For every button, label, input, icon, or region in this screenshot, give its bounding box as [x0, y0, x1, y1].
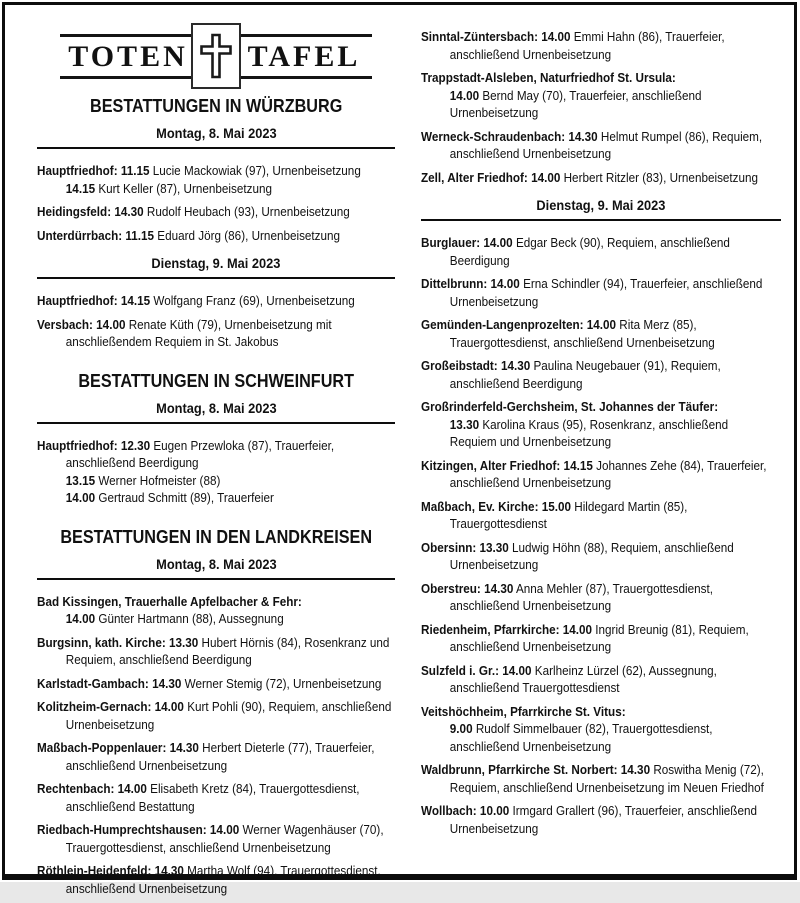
entry-line — [37, 180, 359, 198]
date-header — [421, 198, 781, 221]
entry-text-bold: Wollbach: 10.00 — [421, 803, 510, 818]
entry-text: anschließend Urnenbeisetzung — [65, 757, 228, 773]
entry-line — [37, 634, 390, 652]
entry-line — [37, 698, 392, 716]
entry-line — [421, 357, 745, 375]
entry-text: Werner Stemig (72), Urnenbeisetzung — [181, 675, 382, 691]
entry-line — [37, 880, 359, 898]
entry-text-bold: 9.00 — [449, 721, 473, 736]
entry-line — [37, 716, 359, 734]
section-title-text: BESTATTUNGEN IN DEN LANDKREISEN — [60, 526, 372, 547]
entry-line — [421, 169, 759, 187]
entry-text-bold: 14.00 — [449, 87, 480, 103]
section-title — [37, 96, 395, 117]
entry — [421, 234, 781, 269]
entry — [37, 780, 395, 815]
entry — [37, 292, 395, 310]
entry-text-bold: Riedenheim, Pfarrkirche: 14.00 — [421, 621, 593, 637]
entry-text: Urnenbeisetzung — [449, 820, 539, 836]
entry-text: Requiem und Urnenbeisetzung — [449, 434, 612, 449]
entry — [37, 437, 395, 507]
date-header — [37, 256, 395, 279]
entry-text: Requiem, anschließend Beerdigung — [65, 652, 252, 667]
date-header — [37, 401, 395, 424]
entry — [421, 357, 781, 392]
entry — [37, 593, 395, 628]
entry-line — [421, 234, 745, 252]
entry — [421, 316, 781, 351]
entry-text-bold: Unterdürrbach: 11.15 — [37, 227, 155, 243]
entry-text-bold: Großrinderfeld-Gerchsheim, St. Johannes der Täufer: — [421, 399, 719, 414]
entry-line — [421, 580, 745, 598]
entry — [421, 69, 781, 122]
entry — [421, 802, 781, 837]
entry-line — [421, 474, 745, 492]
entry-line — [37, 739, 375, 757]
entry-text: Beerdigung — [449, 252, 510, 268]
entry-text: Erna Schindler (94), Trauerfeier, anschließend — [519, 276, 763, 291]
entry-line — [421, 316, 745, 334]
entry — [421, 703, 781, 756]
entry — [37, 862, 395, 897]
entry-text: anschließend Trauergottesdienst — [449, 680, 620, 695]
entry-line — [421, 28, 745, 46]
entry — [421, 761, 781, 796]
entry-text: anschließend Urnenbeisetzung — [449, 46, 612, 62]
entry-text: anschließend Urnenbeisetzung — [65, 880, 228, 896]
entry — [37, 634, 395, 669]
left-blocks — [37, 96, 395, 897]
entry-text-bold: Hauptfriedhof: 14.15 — [37, 293, 151, 308]
entry-text: Urnenbeisetzung — [65, 716, 155, 732]
entry-line — [421, 556, 745, 574]
entry-text: Trauergottesdienst, anschließend Urnenbeisetzung — [65, 839, 331, 855]
entry-line — [37, 454, 359, 472]
entry-text: anschließend Urnenbeisetzung — [449, 639, 612, 654]
entry-text: Irmgard Grallert (96), Trauerfeier, anschließend — [509, 803, 757, 818]
entry-text-bold: Hauptfriedhof: 12.30 — [37, 437, 151, 453]
entry-line — [37, 162, 359, 180]
entry-line — [421, 87, 745, 105]
entry-text: Werner Wagenhäuser (70), — [239, 822, 384, 837]
entry-text: anschließend Urnenbeisetzung — [449, 598, 612, 613]
entry — [421, 128, 781, 163]
entry-text: Helmut Rumpel (86), Requiem, — [597, 128, 763, 144]
entry-line — [37, 651, 359, 669]
entry-text-bold: Rechtenbach: 14.00 — [37, 781, 147, 796]
entry-text: Wolfgang Franz (69), Urnenbeisetzung — [150, 293, 355, 308]
entry-line — [37, 798, 359, 816]
entry-line — [421, 638, 745, 656]
column-right — [421, 0, 781, 843]
entry-line — [37, 227, 359, 245]
entry-text: Karlheinz Lürzel (62), Aussegnung, — [531, 662, 717, 678]
entry-line — [421, 104, 745, 122]
entry-text: Anna Mehler (87), Trauergottesdienst, — [513, 580, 714, 596]
logo — [60, 26, 372, 88]
entry — [421, 580, 781, 615]
entry-text-bold: Kolitzheim-Gernach: 14.00 — [37, 699, 184, 714]
entry-line — [421, 720, 745, 738]
entry-line — [421, 515, 745, 533]
date-header — [37, 126, 395, 149]
entry-text: anschließend Bestattung — [65, 798, 195, 814]
date-header-text: Dienstag, 9. Mai 2023 — [536, 198, 666, 213]
entry-text: anschließend Beerdigung — [65, 455, 199, 470]
entry-text: Edgar Beck (90), Requiem, anschließend — [512, 235, 730, 250]
entry-text: Kurt Keller (87), Urnenbeisetzung — [95, 180, 272, 196]
date-header-text: Montag, 8. Mai 2023 — [155, 400, 277, 416]
entry — [37, 316, 395, 351]
entry-text-bold: Sulzfeld i. Gr.: 14.00 — [421, 662, 532, 678]
entry-text: anschließend Urnenbeisetzung — [449, 738, 612, 754]
entry-text-bold: Burglauer: 14.00 — [421, 235, 513, 250]
entry-text: Gertraud Schmitt (89), Trauerfeier — [95, 490, 274, 505]
entry — [37, 675, 395, 693]
entry-text: Johannes Zehe (84), Trauerfeier, — [592, 457, 767, 473]
entry-line — [421, 69, 745, 87]
entry-line — [421, 334, 745, 352]
entry-text: Emmi Hahn (86), Trauerfeier, — [570, 29, 725, 44]
entry — [421, 621, 781, 656]
entry-text: Martha Wolf (94), Trauergottesdienst, — [183, 863, 381, 878]
entry-line — [421, 597, 745, 615]
entry-text: Urnenbeisetzung — [449, 293, 539, 309]
entry-line — [421, 375, 745, 393]
section-title — [37, 527, 395, 548]
entry-line — [421, 779, 764, 797]
entry-line — [421, 738, 745, 756]
cross-box — [191, 23, 241, 89]
entry-text: Werner Hofmeister (88) — [95, 472, 221, 488]
entry-text: Trauergottesdienst, anschließend Urnenbeisetzung — [449, 334, 715, 350]
latin-cross-icon — [198, 32, 234, 80]
entry-line — [37, 472, 359, 490]
entry — [37, 227, 395, 245]
entry — [37, 203, 395, 221]
column-left — [37, 0, 395, 903]
entry-text-bold: Obersinn: 13.30 — [421, 539, 509, 555]
entry-text-bold: Karlstadt-Gambach: 14.30 — [37, 675, 182, 691]
entry-text: anschließendem Requiem in St. Jakobus — [65, 334, 279, 349]
entry-text: Hubert Hörnis (84), Rosenkranz und — [198, 634, 390, 650]
entry-text: Ludwig Höhn (88), Requiem, anschließend — [508, 539, 734, 555]
entry-text: Requiem, anschließend Urnenbeisetzung im Neuen Friedhof — [449, 779, 764, 795]
date-header-text: Dienstag, 9. Mai 2023 — [151, 256, 281, 271]
entry-line — [421, 416, 745, 434]
entry-line — [37, 593, 359, 611]
entry — [421, 275, 781, 310]
entry-text: Eugen Przewloka (87), Trauerfeier, — [150, 437, 335, 453]
entry-text-bold: Sinntal-Züntersbach: 14.00 — [421, 29, 571, 44]
date-header-text: Montag, 8. Mai 2023 — [155, 126, 277, 141]
entry-line — [37, 489, 359, 507]
date-header — [37, 557, 395, 580]
entry-text: Trauergottesdienst — [449, 516, 547, 531]
entry-text: Ingrid Breunig (81), Requiem, — [592, 621, 749, 637]
entry — [37, 821, 395, 856]
entry-text: Renate Küth (79), Urnenbeisetzung mit — [125, 316, 332, 332]
entry — [421, 457, 781, 492]
entry-line — [421, 820, 745, 838]
logo-word-left: TOTEN — [68, 39, 188, 73]
entry-text-bold: Trappstadt-Alsleben, Naturfriedhof St. Ursula: — [421, 70, 676, 85]
entry-text: Bernd May (70), Trauerfeier, anschließend — [479, 87, 702, 103]
entry-text: Herbert Ritzler (83), Urnenbeisetzung — [560, 169, 759, 185]
entry — [37, 739, 395, 774]
entry-line — [421, 498, 745, 516]
entry-text-bold: Maßbach, Ev. Kirche: 15.00 — [421, 498, 572, 514]
entry-line — [421, 128, 763, 146]
date-header-text: Montag, 8. Mai 2023 — [155, 556, 277, 572]
entry-text: Eduard Jörg (86), Urnenbeisetzung — [154, 227, 341, 243]
entry-text-bold: Gemünden-Langenprozelten: 14.00 — [421, 317, 617, 332]
entry-text-bold: Hauptfriedhof: 11.15 — [37, 163, 150, 178]
entry-line — [421, 457, 767, 475]
entry-text-bold: Werneck-Schraudenbach: 14.30 — [421, 128, 598, 144]
entry-text: Kurt Pohli (90), Requiem, anschließend — [183, 699, 392, 714]
entry-text: Rudolf Simmelbauer (82), Trauergottesdienst, — [472, 721, 713, 736]
entry-line — [37, 821, 384, 839]
entry — [37, 162, 395, 197]
entry-line — [421, 802, 757, 820]
entry-text: Lucie Mackowiak (97), Urnenbeisetzung — [149, 163, 361, 178]
entry-text: Urnenbeisetzung — [449, 105, 539, 120]
entry-line — [421, 621, 749, 639]
entry-text-bold: Dittelbrunn: 14.00 — [421, 276, 520, 291]
entry-text: Urnenbeisetzung — [449, 557, 539, 572]
entry-text-bold: Oberstreu: 14.30 — [421, 580, 514, 596]
entry-text-bold: 14.15 — [65, 180, 96, 196]
entry-text-bold: Burgsinn, kath. Kirche: 13.30 — [37, 634, 199, 650]
entry — [37, 698, 395, 733]
entry-line — [421, 252, 745, 270]
entry-line — [421, 293, 745, 311]
section-title-text: BESTATTUNGEN IN WÜRZBURG — [89, 96, 343, 116]
entry-text-bold: 14.00 — [65, 611, 96, 626]
entry-text: Herbert Dieterle (77), Trauerfeier, — [198, 740, 375, 755]
entry-line — [421, 275, 763, 293]
entry — [421, 28, 781, 63]
entry-line — [37, 780, 359, 798]
entry — [421, 539, 781, 574]
entry-text-bold: Zell, Alter Friedhof: 14.00 — [421, 169, 561, 185]
entry-line — [421, 398, 745, 416]
entry-text-bold: Röthlein-Heidenfeld: 14.30 — [37, 863, 184, 878]
entry-line — [37, 757, 359, 775]
entry-text-bold: 13.15 — [65, 472, 96, 488]
entry-text-bold: Riedbach-Humprechtshausen: 14.00 — [37, 822, 240, 837]
entry-text: Rudolf Heubach (93), Urnenbeisetzung — [143, 204, 350, 219]
entry-line — [37, 333, 359, 351]
entry — [421, 498, 781, 533]
entry-text: Karolina Kraus (95), Rosenkranz, anschließend — [479, 416, 729, 432]
entry-line — [421, 679, 745, 697]
entry-line — [421, 46, 745, 64]
section-title — [37, 371, 395, 392]
entry-line — [421, 761, 764, 779]
entry-line — [37, 292, 359, 310]
entry-text: Paulina Neugebauer (91), Requiem, — [530, 358, 721, 373]
entry-text: Hildegard Martin (85), — [571, 498, 688, 514]
entry-text: Rita Merz (85), — [616, 317, 697, 332]
entry-line — [37, 675, 382, 693]
entry-text: Günter Hartmann (88), Aussegnung — [95, 611, 284, 626]
entry — [421, 662, 781, 697]
entry-line — [421, 539, 745, 557]
entry-line — [421, 145, 745, 163]
entry-line — [37, 203, 359, 221]
entry-text-bold: Veitshöchheim, Pfarrkirche St. Vitus: — [421, 703, 626, 719]
entry-line — [37, 610, 359, 628]
entry-line — [37, 862, 381, 880]
entry-text-bold: 13.30 — [449, 416, 480, 432]
entry-text-bold: Kitzingen, Alter Friedhof: 14.15 — [421, 457, 593, 473]
entry-line — [421, 662, 745, 680]
entry — [421, 169, 781, 187]
entry-text-bold: 14.00 — [65, 490, 96, 505]
entry-text: anschließend Urnenbeisetzung — [449, 146, 612, 161]
entry-text: Elisabeth Kretz (84), Trauergottesdienst, — [146, 781, 360, 796]
entry-line — [37, 839, 359, 857]
entry-line — [421, 703, 745, 721]
entry-text: anschließend Beerdigung — [449, 375, 583, 391]
entry-text: anschließend Urnenbeisetzung — [449, 475, 612, 490]
entry-text-bold: Heidingsfeld: 14.30 — [37, 204, 144, 219]
section-title-text: BESTATTUNGEN IN SCHWEINFURT — [78, 370, 354, 391]
logo-word-right: TAFEL — [247, 39, 361, 73]
entry-text-bold: Waldbrunn, Pfarrkirche St. Norbert: 14.30 — [421, 762, 651, 777]
entry-line — [421, 433, 745, 451]
entry-line — [37, 437, 359, 455]
entry-line — [37, 316, 359, 334]
right-blocks — [421, 28, 781, 837]
entry-text: Roswitha Menig (72), — [650, 762, 764, 777]
entry — [421, 398, 781, 451]
entry-text-bold: Maßbach-Poppenlauer: 14.30 — [37, 740, 199, 755]
entry-text-bold: Bad Kissingen, Trauerhalle Apfelbacher & Fehr: — [37, 593, 302, 609]
entry-text-bold: Versbach: 14.00 — [37, 316, 126, 332]
entry-text-bold: Großeibstadt: 14.30 — [421, 358, 531, 373]
